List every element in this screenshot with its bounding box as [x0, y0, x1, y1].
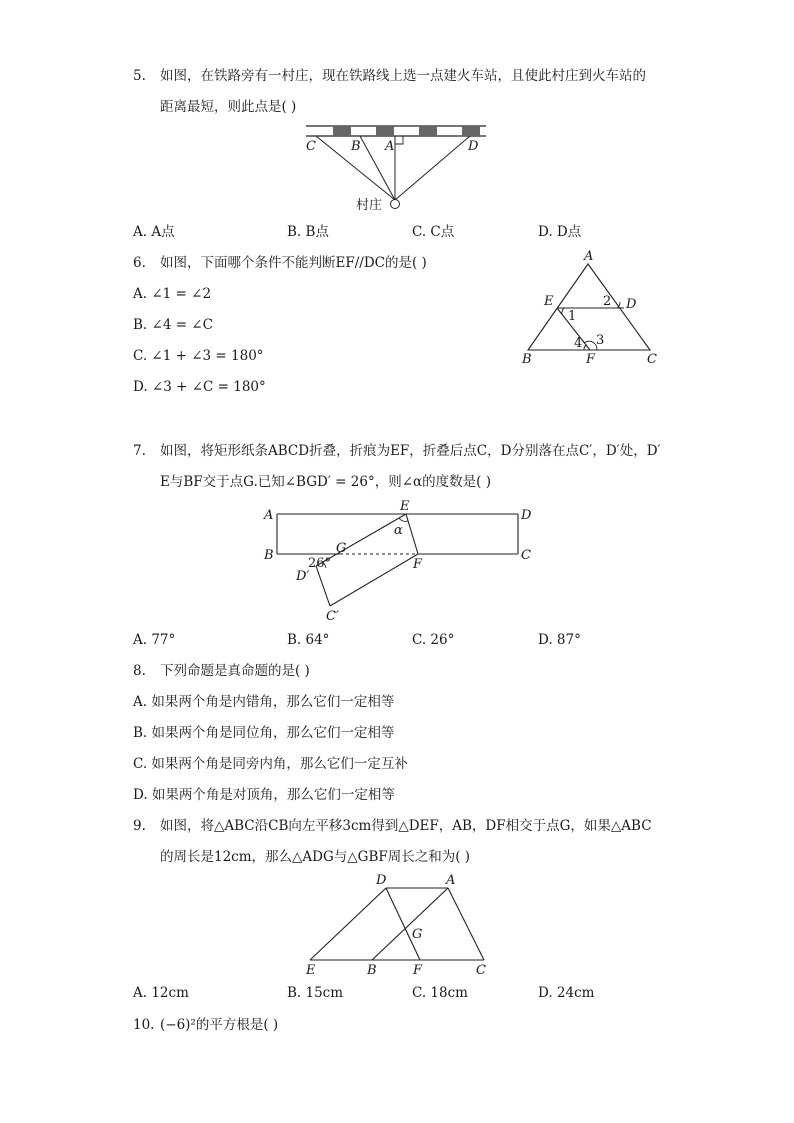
- label-A: A: [584, 249, 594, 264]
- label-D: D: [521, 508, 532, 523]
- question-number: 8.: [133, 663, 146, 679]
- label-F: F: [413, 557, 423, 572]
- option-d[interactable]: D. ∠3 + ∠C = 180°: [133, 379, 266, 395]
- option-a[interactable]: A. 77°: [133, 632, 176, 648]
- railway-figure: [300, 122, 500, 214]
- option-d[interactable]: D. 如果两个角是对顶角，那么它们一定相等: [133, 787, 395, 803]
- question-stem-line2: 的周长是12cm，那么△ADG与△GBF周长之和为( ): [160, 849, 471, 865]
- option-c[interactable]: C. 如果两个角是同旁内角，那么它们一定互补: [133, 756, 408, 772]
- label-26-deg: 26°: [308, 556, 332, 571]
- option-c[interactable]: C. 18cm: [412, 985, 468, 1001]
- label-D: D: [376, 873, 387, 888]
- label-C-prime: C′: [326, 609, 339, 624]
- label-D: D: [468, 139, 479, 154]
- label-D: D: [626, 297, 637, 312]
- label-village: 村庄: [356, 198, 383, 213]
- option-d[interactable]: D. 87°: [538, 632, 581, 648]
- label-angle-1: 1: [568, 309, 577, 324]
- translation-figure: [300, 872, 500, 980]
- option-a[interactable]: A. 如果两个角是内错角，那么它们一定相等: [133, 694, 395, 710]
- option-b[interactable]: B. 如果两个角是同位角，那么它们一定相等: [133, 725, 395, 741]
- label-B: B: [522, 352, 532, 367]
- option-a[interactable]: A. ∠1 = ∠2: [133, 286, 212, 302]
- label-B: B: [264, 548, 274, 563]
- option-b[interactable]: B. B点: [287, 224, 329, 240]
- option-d[interactable]: D. 24cm: [538, 985, 595, 1001]
- label-A: A: [385, 139, 395, 154]
- option-d[interactable]: D. D点: [538, 224, 582, 240]
- label-C: C: [476, 963, 486, 978]
- label-F: F: [586, 352, 596, 367]
- option-b[interactable]: B. ∠4 = ∠C: [133, 317, 213, 333]
- label-B: B: [367, 963, 377, 978]
- label-F: F: [413, 963, 423, 978]
- label-C: C: [306, 139, 316, 154]
- option-c[interactable]: C. ∠1 + ∠3 = 180°: [133, 348, 264, 364]
- label-G: G: [336, 541, 347, 556]
- question-stem: (−6)²的平方根是( ): [160, 1017, 279, 1033]
- question-number: 10.: [133, 1017, 155, 1033]
- label-E: E: [400, 499, 410, 514]
- option-b[interactable]: B. 64°: [287, 632, 330, 648]
- folded-strip-figure: [260, 498, 550, 628]
- label-D-prime: D′: [296, 569, 310, 584]
- question-stem-line2: E与BF交于点G.已知∠BGD′ = 26°，则∠α的度数是( ): [160, 474, 491, 490]
- option-c[interactable]: C. 26°: [412, 632, 455, 648]
- label-C: C: [521, 548, 531, 563]
- label-E: E: [544, 294, 554, 309]
- label-angle-3: 3: [596, 333, 605, 348]
- option-a[interactable]: A. 12cm: [133, 985, 189, 1001]
- label-alpha: α: [394, 523, 403, 538]
- question-number: 6.: [133, 255, 146, 271]
- question-stem: 如图，下面哪个条件不能判断EF//DC的是( ): [160, 255, 427, 271]
- question-number: 5.: [133, 68, 146, 84]
- option-c[interactable]: C. C点: [412, 224, 455, 240]
- label-C: C: [647, 352, 657, 367]
- label-B: B: [351, 139, 361, 154]
- question-stem-line1: 如图，将矩形纸条ABCD折叠，折痕为EF，折叠后点C，D分别落在点C′，D′处，D′: [160, 443, 661, 459]
- label-angle-2: 2: [603, 294, 612, 309]
- question-number: 9.: [133, 818, 146, 834]
- option-a[interactable]: A. A点: [133, 224, 175, 240]
- question-stem-line2: 距离最短，则此点是( ): [160, 99, 297, 115]
- label-A: A: [446, 873, 456, 888]
- triangle-figure: [518, 248, 668, 368]
- label-E: E: [306, 963, 316, 978]
- option-b[interactable]: B. 15cm: [287, 985, 344, 1001]
- question-number: 7.: [133, 443, 146, 459]
- label-A: A: [264, 508, 274, 523]
- question-stem-line1: 如图，将△ABC沿CB向左平移3cm得到△DEF，AB，DF相交于点G，如果△ABC: [160, 818, 652, 834]
- question-stem-line1: 如图，在铁路旁有一村庄，现在铁路线上选一点建火车站，且使此村庄到火车站的: [160, 68, 646, 84]
- label-angle-4: 4: [574, 336, 583, 351]
- question-stem: 下列命题是真命题的是( ): [160, 663, 310, 679]
- label-G: G: [412, 927, 423, 942]
